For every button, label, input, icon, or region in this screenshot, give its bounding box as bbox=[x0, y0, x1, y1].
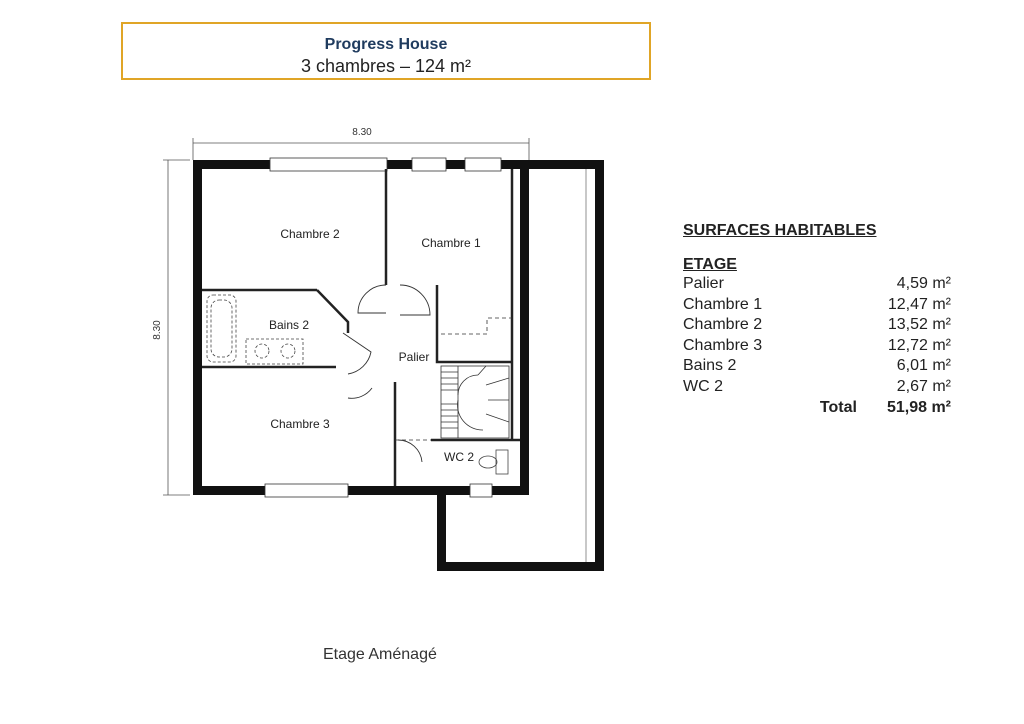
surface-row bbox=[683, 274, 951, 295]
double-sink bbox=[246, 339, 303, 364]
total-value: 51,98 m² bbox=[886, 399, 951, 416]
total-label: Total bbox=[819, 399, 857, 416]
bathtub bbox=[207, 295, 236, 362]
surface-value: 6,01 m² bbox=[896, 357, 951, 374]
surface-label: Palier bbox=[683, 275, 724, 292]
room-label-chambre-3: Chambre 3 bbox=[270, 417, 330, 431]
dimension-lines bbox=[163, 138, 529, 495]
room-label-chambre-2: Chambre 2 bbox=[280, 227, 340, 241]
surface-label: Chambre 1 bbox=[683, 295, 763, 313]
door-swings bbox=[343, 285, 430, 462]
interior-walls bbox=[202, 169, 520, 486]
height-dimension: 8.30 bbox=[152, 320, 163, 340]
surfaces-section: ETAGE bbox=[683, 256, 737, 273]
surface-row bbox=[683, 295, 951, 316]
page-subtitle: 3 chambres – 124 m² bbox=[300, 56, 472, 76]
page-title: Progress House bbox=[324, 36, 448, 53]
surface-row bbox=[683, 377, 951, 398]
toilet bbox=[479, 450, 508, 474]
surfaces-table bbox=[683, 222, 951, 419]
surface-row bbox=[683, 315, 951, 336]
staircase bbox=[441, 366, 509, 438]
surface-total-row bbox=[683, 397, 951, 419]
surface-row bbox=[683, 356, 951, 377]
plan-caption: Etage Aménagé bbox=[323, 646, 437, 663]
surface-label: WC 2 bbox=[683, 377, 723, 395]
surfaces-title: SURFACES HABITABLES bbox=[683, 222, 877, 239]
surface-value: 2,67 m² bbox=[896, 377, 951, 395]
surface-label: Chambre 2 bbox=[683, 316, 763, 333]
surface-value: 13,52 m² bbox=[887, 316, 951, 333]
outer-walls bbox=[193, 160, 604, 571]
surface-label: Bains 2 bbox=[683, 357, 737, 374]
surface-value: 4,59 m² bbox=[896, 275, 951, 292]
surface-value: 12,72 m² bbox=[887, 336, 951, 354]
surface-value: 12,47 m² bbox=[887, 295, 951, 313]
room-label-chambre-1: Chambre 1 bbox=[421, 236, 481, 250]
room-label-wc-2: WC 2 bbox=[444, 450, 474, 464]
room-label-palier: Palier bbox=[398, 350, 430, 364]
width-dimension: 8.30 bbox=[352, 127, 372, 138]
surface-label: Chambre 3 bbox=[683, 336, 763, 354]
surface-row bbox=[683, 336, 951, 357]
room-label-bains-2: Bains 2 bbox=[268, 318, 310, 332]
